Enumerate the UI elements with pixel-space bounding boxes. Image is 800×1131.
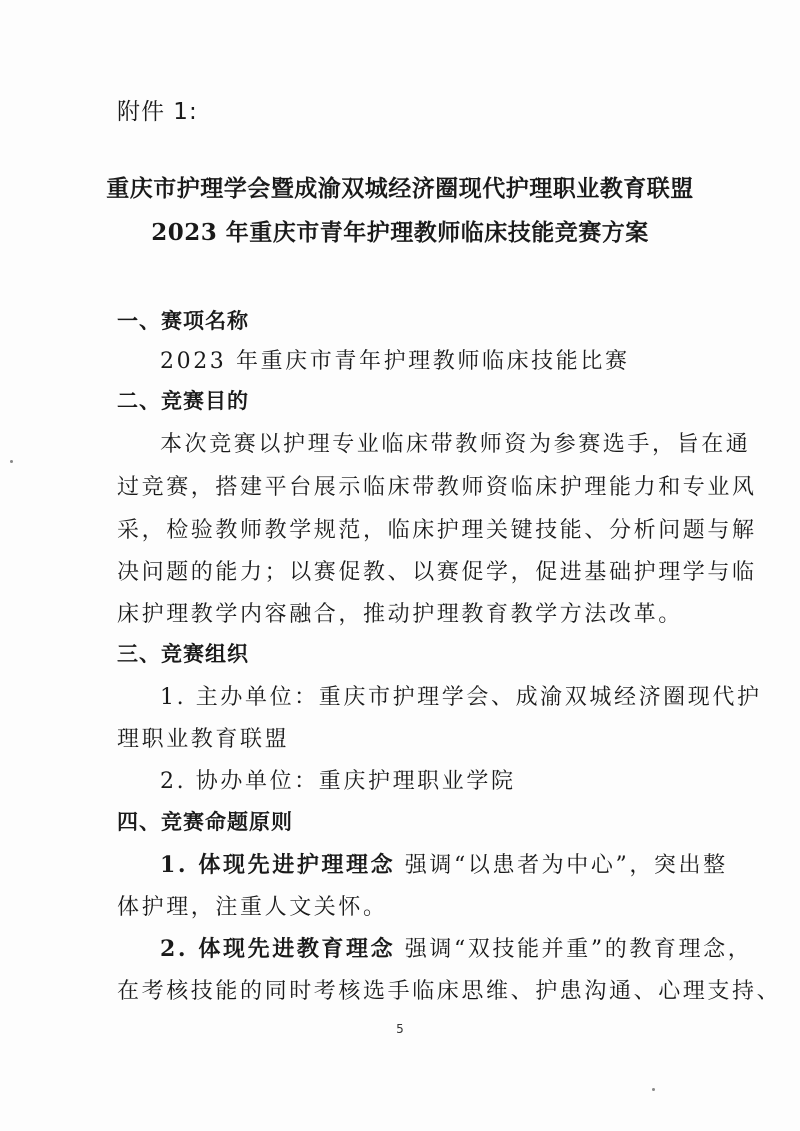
section-heading-purpose: 二、竞赛目的 — [117, 389, 249, 413]
purpose-line: 过竞赛，搭建平台展示临床带教师资临床护理能力和专业风 — [117, 475, 757, 500]
purpose-line: 床护理教学内容融合，推动护理教育教学方法改革。 — [117, 602, 683, 627]
purpose-line: 本次竞赛以护理专业临床带教师资为参赛选手，旨在通 — [160, 432, 751, 457]
section-heading-organization: 三、竞赛组织 — [117, 642, 249, 666]
co-organizer-line: 2. 协办单位：重庆护理职业学院 — [160, 769, 516, 794]
document-title-line2: 2023 年重庆市青年护理教师临床技能竞赛方案 — [151, 219, 649, 246]
organizer-line: 1. 主办单位：重庆市护理学会、成渝双城经济圈现代护 — [160, 685, 762, 710]
principle-1 — [160, 848, 728, 879]
attachment-label: 附件 1: — [117, 99, 198, 125]
principle-2-text: 强调“双技能并重”的教育理念， — [395, 937, 753, 962]
section-heading-event-name: 一、赛项名称 — [117, 309, 249, 333]
event-name-text: 2023 年重庆市青年护理教师临床技能比赛 — [160, 349, 630, 374]
principle-2-title: 2. 体现先进教育理念 — [160, 936, 396, 962]
document-title-line1: 重庆市护理学会暨成渝双城经济圈现代护理职业教育联盟 — [106, 175, 694, 202]
principle-2-continued: 在考核技能的同时考核选手临床思维、护患沟通、心理支持、 — [117, 979, 782, 1004]
principle-1-continued: 体护理，注重人文关怀。 — [117, 895, 388, 920]
scan-speck — [652, 1088, 655, 1091]
principle-1-title: 1. 体现先进护理理念 — [160, 852, 396, 878]
scan-speck — [10, 460, 13, 463]
principle-2 — [160, 932, 752, 963]
page-number: 5 — [396, 1022, 404, 1036]
purpose-line: 采，检验教师教学规范，临床护理关键技能、分析问题与解 — [117, 518, 757, 543]
purpose-line: 决问题的能力；以赛促教、以赛促学，促进基础护理学与临 — [117, 560, 757, 585]
section-heading-principles: 四、竞赛命题原则 — [117, 810, 293, 834]
principle-1-text: 强调“以患者为中心”，突出整 — [395, 853, 728, 878]
organizer-line: 理职业教育联盟 — [117, 727, 290, 752]
